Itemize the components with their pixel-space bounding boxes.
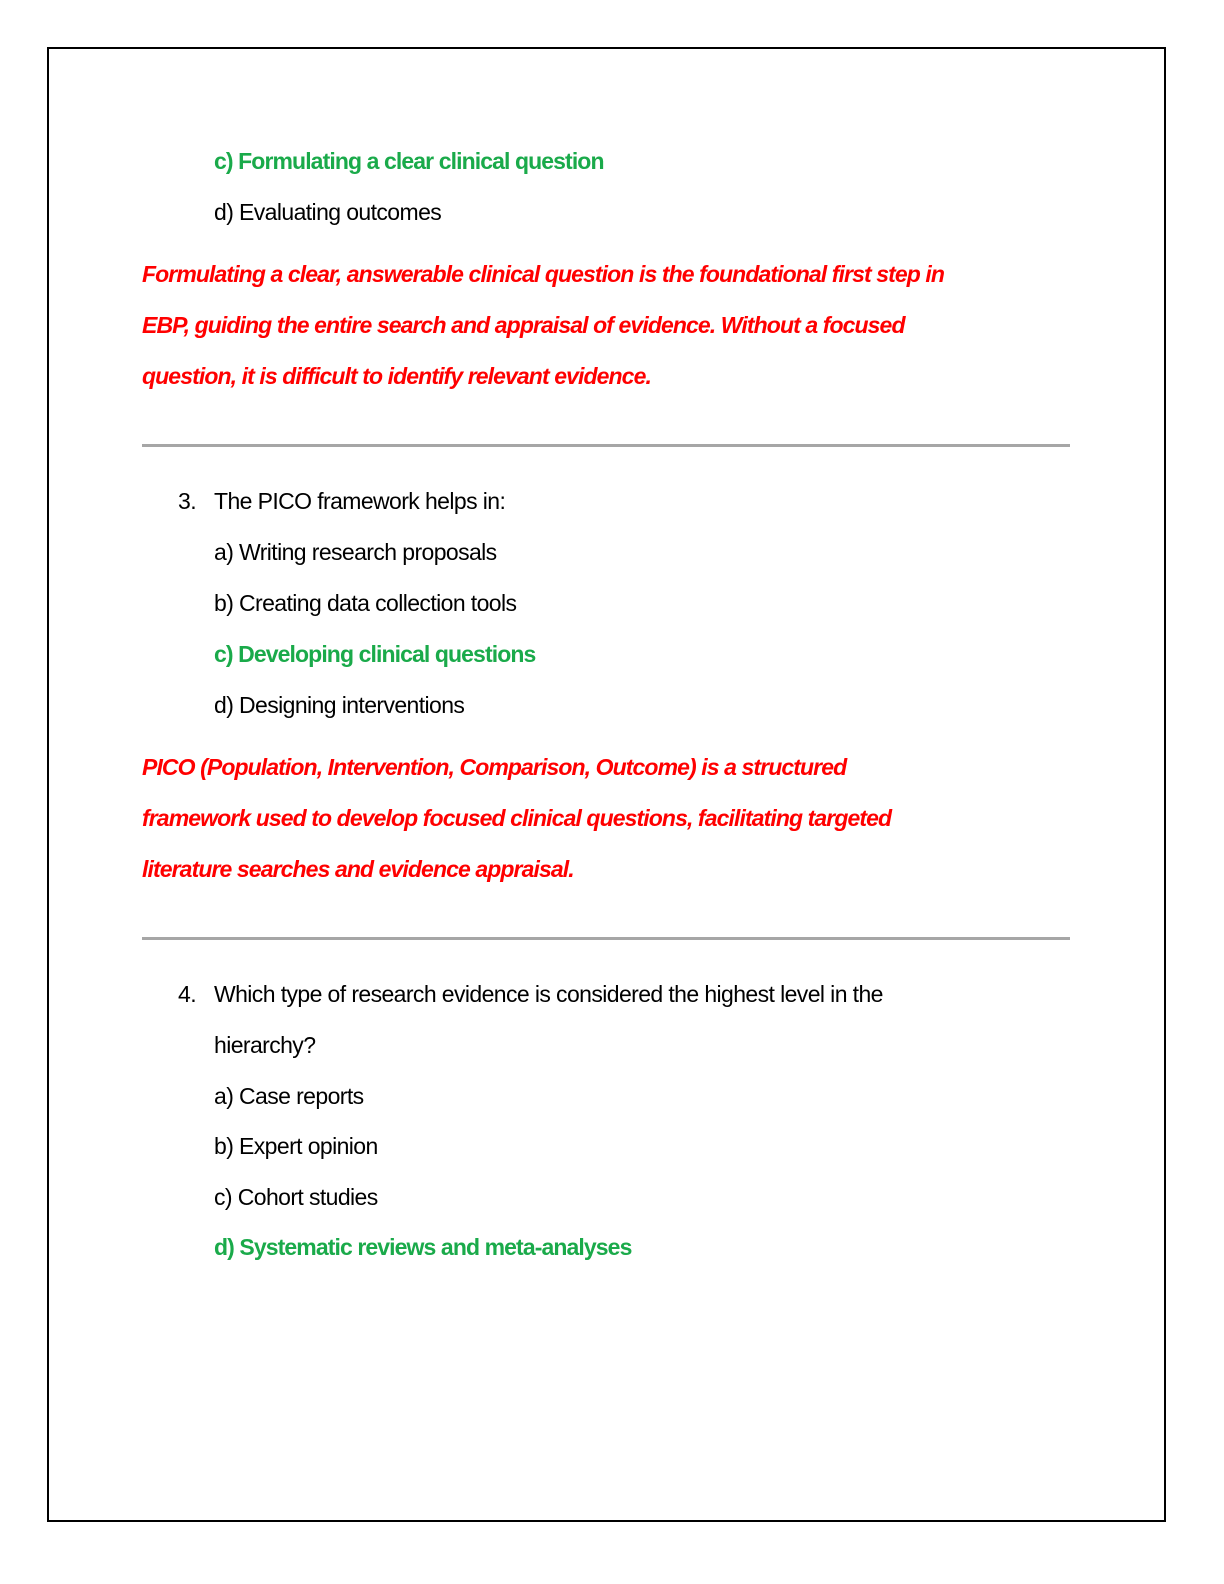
option: d) Evaluating outcomes [214,199,442,225]
explanation-line: PICO (Population, Intervention, Comparison, Outcome) is a structured [142,754,847,780]
question-3 [178,486,505,516]
option: c) Cohort studies [214,1184,378,1210]
option: a) Writing research proposals [214,539,497,565]
question-text: Which type of research evidence is considered the highest level in the [214,981,883,1007]
explanation-line: question, it is difficult to identify relevant evidence. [142,363,651,389]
explanation-line: framework used to develop focused clinical questions, facilitating targeted [142,805,892,831]
explanation-line: Formulating a clear, answerable clinical question is the foundational first step in [142,261,945,287]
option-correct: d) Systematic reviews and meta-analyses [214,1234,632,1260]
question-number: 4. [178,981,196,1007]
question-number: 3. [178,488,196,514]
option: d) Designing interventions [214,692,465,718]
option: b) Expert opinion [214,1133,378,1159]
option: a) Case reports [214,1083,364,1109]
divider [142,444,1070,447]
option-correct: c) Developing clinical questions [214,641,536,667]
divider [142,937,1070,940]
option: b) Creating data collection tools [214,590,517,616]
option-correct: c) Formulating a clear clinical question [214,148,604,174]
question-4 [178,979,883,1009]
explanation-line: EBP, guiding the entire search and appraisal of evidence. Without a focused [142,312,905,338]
explanation-line: literature searches and evidence appraisal. [142,856,574,882]
question-text: The PICO framework helps in: [214,488,506,514]
question-text-continued: hierarchy? [214,1032,316,1058]
